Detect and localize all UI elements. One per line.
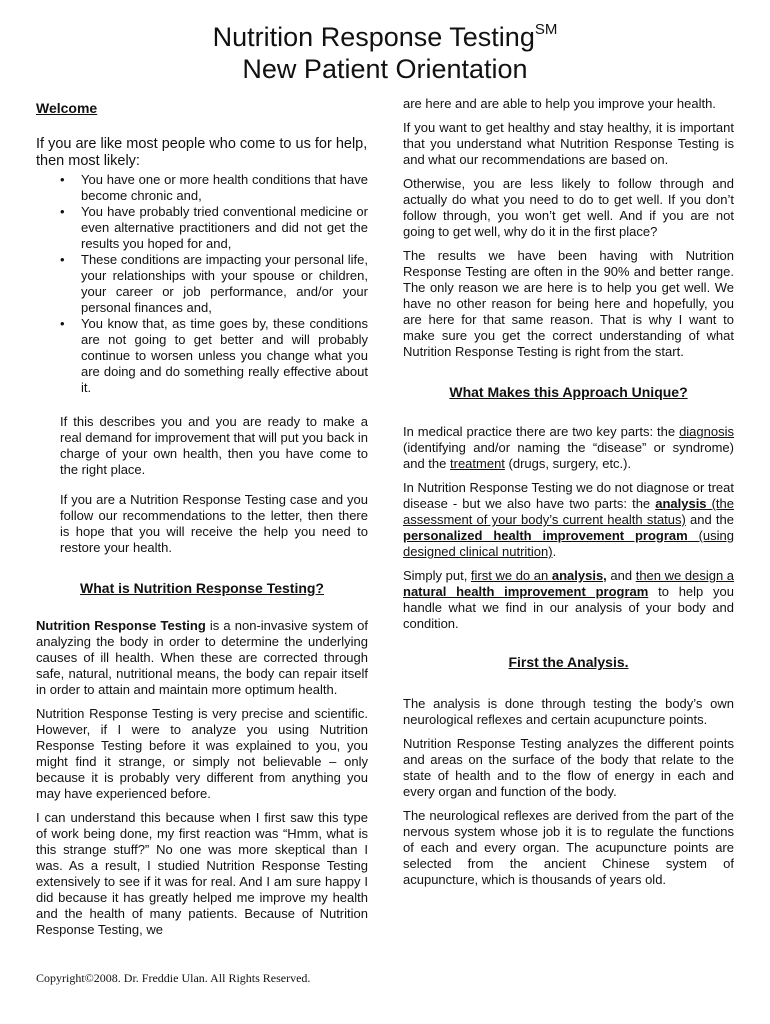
list-item: • You have one or more health conditions that have become chronic and, [60, 172, 368, 203]
bullet-icon: • [60, 316, 65, 331]
left-column [36, 96, 368, 946]
paragraph-medical: In medical practice there are two key parts: the diagnosis (identifying and/or naming the “disease” or syndrome) and the treatment (drugs, surgery, etc.). [403, 424, 734, 471]
paragraph-simply: Simply put, first we do an analysis, and then we design a natural health improvement program to help you handle what we find in our analysis of your body and condition. [403, 568, 735, 631]
title-line-1: Nutrition Response Testing℠ [212, 21, 558, 52]
service-mark: SM [534, 21, 558, 38]
paragraph-points: Nutrition Response Testing analyzes the different points and areas on the surface of the body that relate to the state of health and to the flow of energy in each and every organ and function of the body. [403, 736, 734, 799]
paragraph-precise: Nutrition Response Testing is very precise and scientific. However, if I were to analyze you using Nutrition Response Testing before it was explained to you, you might find it strange, or simply not believable – only because it is probably very different from anything you may have experienced before. [36, 706, 368, 801]
paragraph-neurological: The neurological reflexes are derived from the part of the nervous system whose job it is to regulate the functions of each and every organ. The acupuncture points are selected from the ancient Chinese system of acupuncture, which is thousands of years old. [403, 808, 734, 887]
paragraph-analysis: The analysis is done through testing the body’s own neurological reflexes and certain acupuncture points. [403, 696, 734, 727]
bullet-icon: • [60, 252, 65, 267]
welcome-heading: Welcome [36, 100, 98, 116]
paragraph-otherwise: Otherwise, you are less likely to follow through and actually do what you need to do to get well. If you don’t follow through, you won’t get well. And if you are not going to get well, why do it in the first place? [403, 176, 734, 239]
paragraph-want: If you want to get healthy and stay healthy, it is important that you understand what Nutrition Response Testing is and what our recommendations are based on. [403, 120, 734, 167]
paragraph-nrt-parts: In Nutrition Response Testing we do not diagnose or treat disease - but we also have two parts: the analysis (the assessment of your body’s current health status) and the personalized health improvement program (using designed clinical nutrition). [403, 480, 735, 559]
list-item: • You have probably tried conventional medicine or even alternative practitioners and did not get the results you hoped for and, [60, 204, 368, 251]
section-heading-what-is: What is Nutrition Response Testing? [80, 580, 324, 596]
condition-list [36, 172, 368, 396]
right-column [403, 96, 734, 896]
paragraph-nrt-definition: Nutrition Response Testing is a non-invasive system of analyzing the body in order to determine the underlying causes of ill health. When these are corrected through safe, natural, nutritional means, the body can repair itself in order to attain and maintain more optimum health. [36, 618, 368, 697]
list-item: • These conditions are impacting your personal life, your relationships with your spouse or children, your career or job performance, and/or your personal finances and, [60, 252, 368, 315]
list-item: • You know that, as time goes by, these conditions are not going to get better and will probably continue to worsen unless you change what you are doing and do something really effective about it. [60, 316, 368, 395]
paragraph-case: If you are a Nutrition Response Testing case and you follow our recommendations to the letter, then there is hope that you will receive the help you need to restore your health. [60, 492, 368, 555]
bullet-icon: • [60, 172, 65, 187]
intro-paragraph: If you are like most people who come to us for help, then most likely: [36, 136, 368, 169]
paragraph-continued: are here and are able to help you improve your health. [403, 96, 716, 111]
copyright-footer: Copyright©2008. Dr. Freddie Ulan. All Rights Reserved. [36, 971, 311, 985]
document-title [0, 14, 770, 85]
section-heading-unique: What Makes this Approach Unique? [449, 384, 688, 400]
paragraph-results: The results we have been having with Nutrition Response Testing are often in the 90% and better range. The only reason we are here is to help you get well. We have no other reason for being here and hopefully, you are here for that same reason. That is why I want to make sure you get the correct understanding of what Nutrition Response Testing is right from the start. [403, 248, 734, 359]
section-heading-first-analysis: First the Analysis. [508, 654, 629, 670]
paragraph-understand: I can understand this because when I first saw this type of work being done, my first reaction was “Hmm, what is this strange stuff?” No one was more skeptical than I was. As a result, I studied Nutrition Response Testing extensively to see if it was for real. And I am sure happy I did because it has greatly helped me improve my health and the health of many patients. Because of Nutrition Response Testing, we [36, 810, 368, 937]
bullet-icon: • [60, 204, 65, 219]
paragraph-describes: If this describes you and you are ready to make a real demand for improvement that will put you back in charge of your own health, then you have come to the right place. [60, 414, 368, 477]
title-line-2: New Patient Orientation [242, 54, 528, 84]
